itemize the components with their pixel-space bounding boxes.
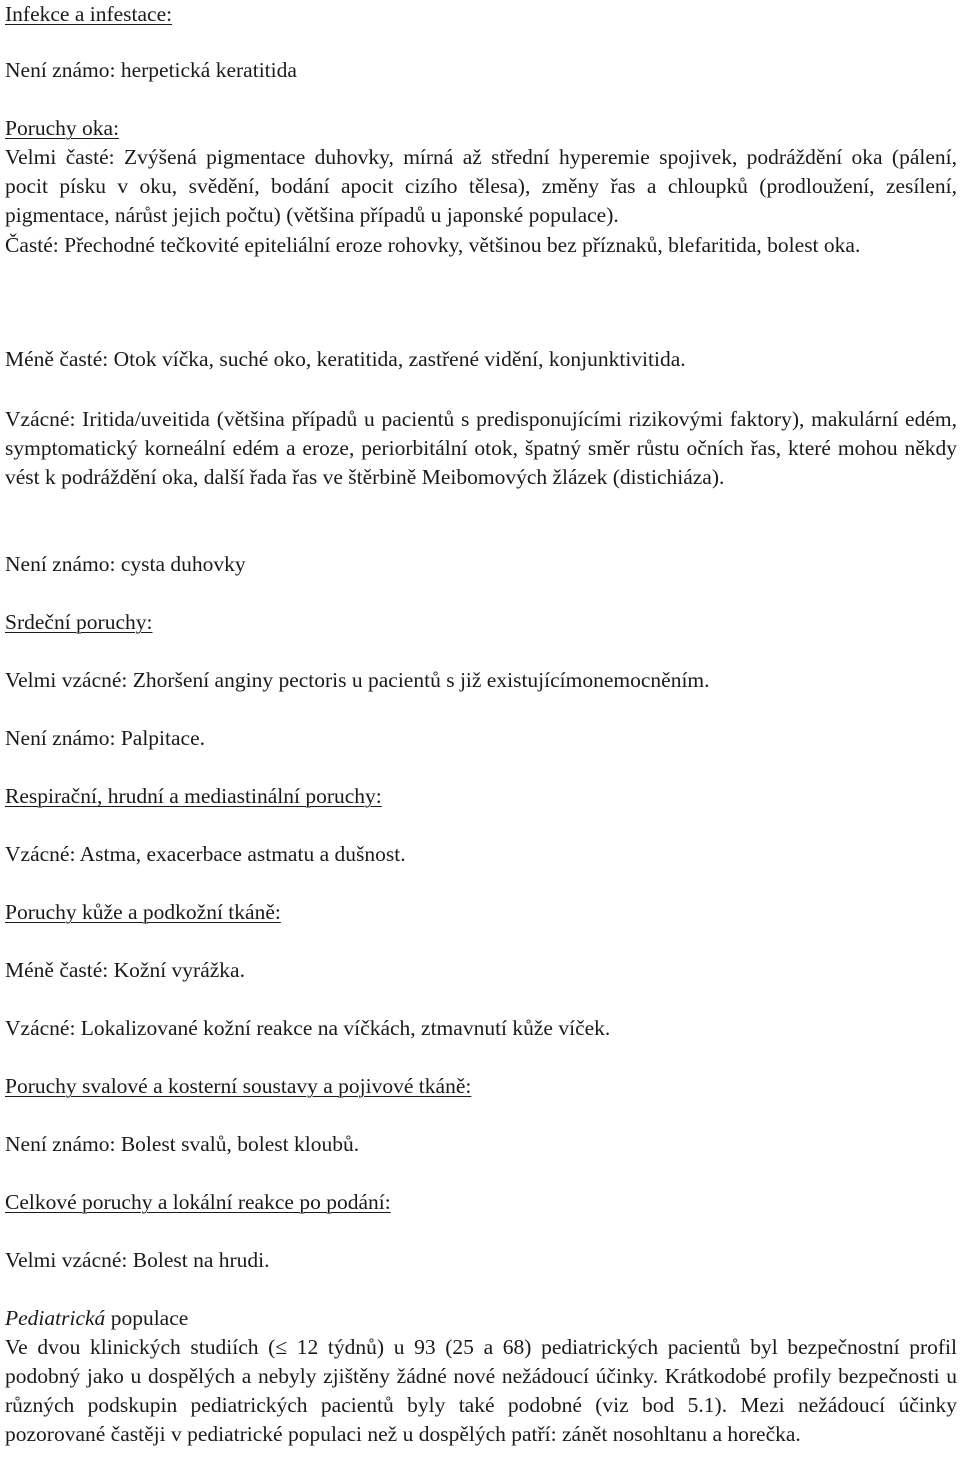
infections-not-known: Není známo: herpetická keratitida	[5, 58, 297, 82]
respiratory-rare: Vzácné: Astma, exacerbace astmatu a dušnost.	[5, 842, 406, 866]
pediatric-heading-rest: populace	[105, 1306, 189, 1330]
section-heading-musculoskeletal: Poruchy svalové a kosterní soustavy a pojivové tkáně:	[5, 1074, 472, 1098]
section-heading-respiratory: Respirační, hrudní a mediastinální poruchy:	[5, 784, 382, 808]
skin-uncommon: Méně časté: Kožní vyrážka.	[5, 958, 245, 982]
eye-very-common: Velmi časté: Zvýšená pigmentace duhovky, mírná až střední hyperemie spojivek, podráždění oka (pálení, pocit písku v oku, svědění, bodání apocit cizího tělesa), změny řas a chloupků (prodloužení, zesílení, pigmentace, nárůst jejich počtu) (většina případů u japonské populace).	[5, 145, 957, 227]
section-heading-pediatric	[5, 1304, 957, 1333]
section-heading-skin: Poruchy kůže a podkožní tkáně:	[5, 900, 281, 924]
musculoskeletal-not-known: Není známo: Bolest svalů, bolest kloubů.	[5, 1132, 360, 1156]
section-heading-cardiac: Srdeční poruchy:	[5, 610, 153, 634]
section-heading-eye: Poruchy oka:	[5, 116, 120, 140]
eye-uncommon: Méně časté: Otok víčka, suché oko, keratitida, zastřené vidění, konjunktivitida.	[5, 347, 686, 371]
eye-common: Časté: Přechodné tečkovité epiteliální eroze rohovky, většinou bez příznaků, blefaritida, bolest oka.	[5, 233, 861, 257]
section-heading-infections: Infekce a infestace:	[5, 2, 173, 26]
general-very-rare: Velmi vzácné: Bolest na hrudi.	[5, 1248, 270, 1272]
cardiac-very-rare: Velmi vzácné: Zhoršení anginy pectoris u pacientů s již existujícímonemocněním.	[5, 668, 710, 692]
eye-rare: Vzácné: Iritida/uveitida (většina případů u pacientů s predisponujícími rizikovými faktory), makulární edém, symptomatický korneální edém a eroze, periorbitální otok, špatný směr růstu očních řas, které mohou někdy vést k podráždění oka, další řada řas ve štěrbině Meibomových žlázek (distichiáza).	[5, 407, 957, 489]
cardiac-not-known: Není známo: Palpitace.	[5, 726, 205, 750]
section-heading-general: Celkové poruchy a lokální reakce po podání:	[5, 1190, 391, 1214]
skin-rare: Vzácné: Lokalizované kožní reakce na víčkách, ztmavnutí kůže víček.	[5, 1016, 611, 1040]
pediatric-text: Ve dvou klinických studiích (≤ 12 týdnů) u 93 (25 a 68) pediatrických pacientů byl bezpečnostní profil podobný jako u dospělých a nebyly zjištěny žádné nové nežádoucí účinky. Krátkodobé profily bezpečnosti u různých podskupin pediatrických pacientů byly také podobné (viz bod 5.1). Mezi nežádoucí účinky pozorované častěji v pediatrické populaci než u dospělých patří: zánět nosohltanu a horečka.	[5, 1335, 957, 1446]
eye-not-known: Není známo: cysta duhovky	[5, 552, 246, 576]
pediatric-heading-italic: Pediatrická	[5, 1306, 106, 1330]
